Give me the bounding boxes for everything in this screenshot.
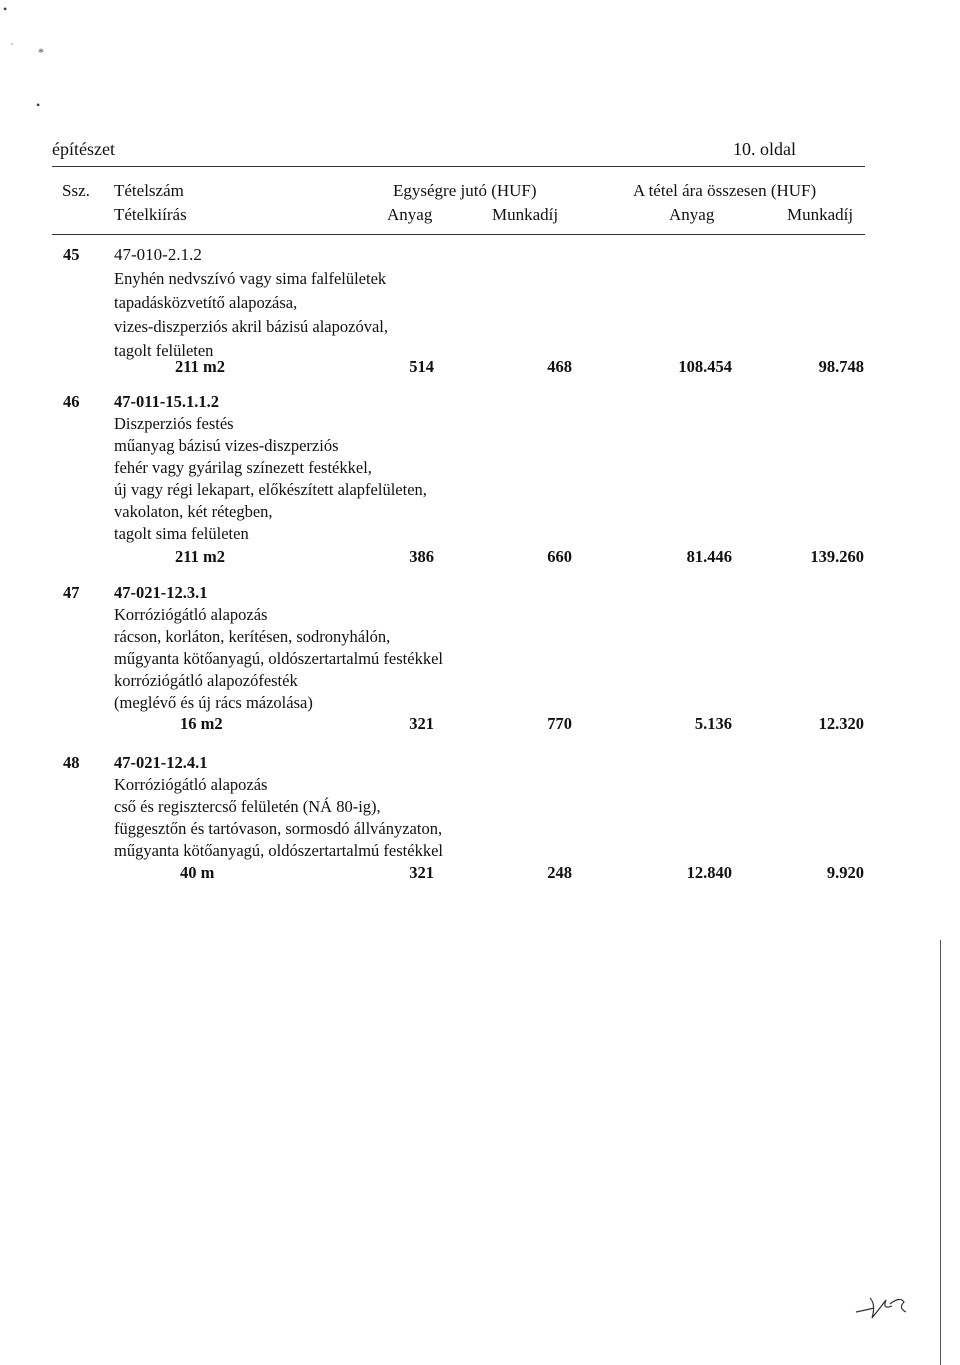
- handwritten-initials-mark: [852, 1290, 912, 1326]
- row-quantity: 16 m2: [180, 714, 223, 733]
- row-description-line: fehér vagy gyárilag színezett festékkel,: [114, 458, 372, 477]
- row-description-line: új vagy régi lekapart, előkészített alapfelületen,: [114, 480, 427, 499]
- col-total-labor: Munkadíj: [787, 205, 854, 224]
- row-description-line: függesztőn és tartóvason, sormosdó állványzaton,: [114, 819, 443, 838]
- section-title: építészet: [52, 139, 115, 159]
- row-description-line: rácson, korláton, kerítésen, sodronyhálón,: [114, 627, 391, 646]
- group-total-price: A tétel ára összesen (HUF): [633, 181, 817, 200]
- row-description-line: tagolt felületen: [114, 341, 214, 360]
- scan-edge-line: [940, 940, 941, 1365]
- row-unit-labor: 248: [547, 863, 572, 882]
- row-ssz: 48: [63, 753, 80, 772]
- row-description-line: Enyhén nedvszívó vagy sima falfelületek: [114, 269, 387, 288]
- row-unit-labor: 468: [547, 357, 572, 376]
- row-total-material: 108.454: [678, 357, 732, 376]
- header-rule: [52, 166, 865, 167]
- row-quantity: 211 m2: [175, 357, 225, 376]
- row-description-line: Korróziógátló alapozás: [114, 605, 268, 624]
- row-unit-material: 321: [409, 863, 434, 882]
- row-description-line: tapadásközvetítő alapozása,: [114, 293, 298, 312]
- table-header-rule: [52, 234, 865, 235]
- row-description-line: vakolaton, két rétegben,: [114, 502, 273, 521]
- row-total-material: 12.840: [686, 863, 732, 882]
- row-unit-material: 386: [409, 547, 434, 566]
- row-description-line: műgyanta kötőanyagú, oldószertartalmú festékkel: [114, 841, 443, 860]
- row-quantity: 40 m: [180, 863, 215, 882]
- row-description-line: vizes-diszperziós akril bázisú alapozóval,: [114, 317, 388, 336]
- scan-speck: •: [3, 2, 8, 16]
- row-code: 47-021-12.3.1: [114, 583, 208, 602]
- scan-speck: ˙: [10, 40, 14, 54]
- row-code: 47-010-2.1.2: [114, 245, 202, 264]
- row-unit-material: 321: [409, 714, 434, 733]
- row-description-line: Diszperziós festés: [114, 414, 234, 433]
- col-item-description: Tételkiírás: [114, 205, 187, 224]
- col-unit-material: Anyag: [387, 205, 433, 224]
- row-description-line: cső és regisztercső felületén (NÁ 80-ig),: [114, 797, 381, 816]
- row-unit-labor: 770: [547, 714, 572, 733]
- row-total-material: 81.446: [686, 547, 732, 566]
- row-unit-labor: 660: [547, 547, 572, 566]
- row-quantity: 211 m2: [175, 547, 225, 566]
- row-description-line: (meglévő és új rács mázolása): [114, 693, 313, 712]
- row-code: 47-011-15.1.1.2: [114, 392, 219, 411]
- row-total-labor: 12.320: [818, 714, 864, 733]
- row-description-line: tagolt sima felületen: [114, 524, 249, 543]
- row-total-labor: 9.920: [826, 863, 864, 882]
- row-description-line: műanyag bázisú vizes-diszperziós: [114, 436, 339, 455]
- row-total-labor: 139.260: [810, 547, 864, 566]
- col-ssz: Ssz.: [62, 181, 90, 200]
- row-ssz: 45: [63, 245, 80, 264]
- row-description-line: Korróziógátló alapozás: [114, 775, 268, 794]
- row-code: 47-021-12.4.1: [114, 753, 208, 772]
- group-unit-price: Egységre jutó (HUF): [393, 181, 537, 200]
- row-ssz: 47: [63, 583, 80, 602]
- col-item-number: Tételszám: [114, 181, 184, 200]
- row-description-line: műgyanta kötőanyagú, oldószertartalmú festékkel: [114, 649, 443, 668]
- col-unit-labor: Munkadíj: [492, 205, 559, 224]
- row-ssz: 46: [63, 392, 80, 411]
- page-number: 10. oldal: [733, 139, 796, 159]
- row-total-material: 5.136: [694, 714, 732, 733]
- row-unit-material: 514: [409, 357, 434, 376]
- row-description-line: korróziógátló alapozófesték: [114, 671, 298, 690]
- col-total-material: Anyag: [669, 205, 715, 224]
- row-total-labor: 98.748: [818, 357, 864, 376]
- scan-speck: *: [38, 45, 44, 59]
- scan-speck: •: [36, 98, 41, 112]
